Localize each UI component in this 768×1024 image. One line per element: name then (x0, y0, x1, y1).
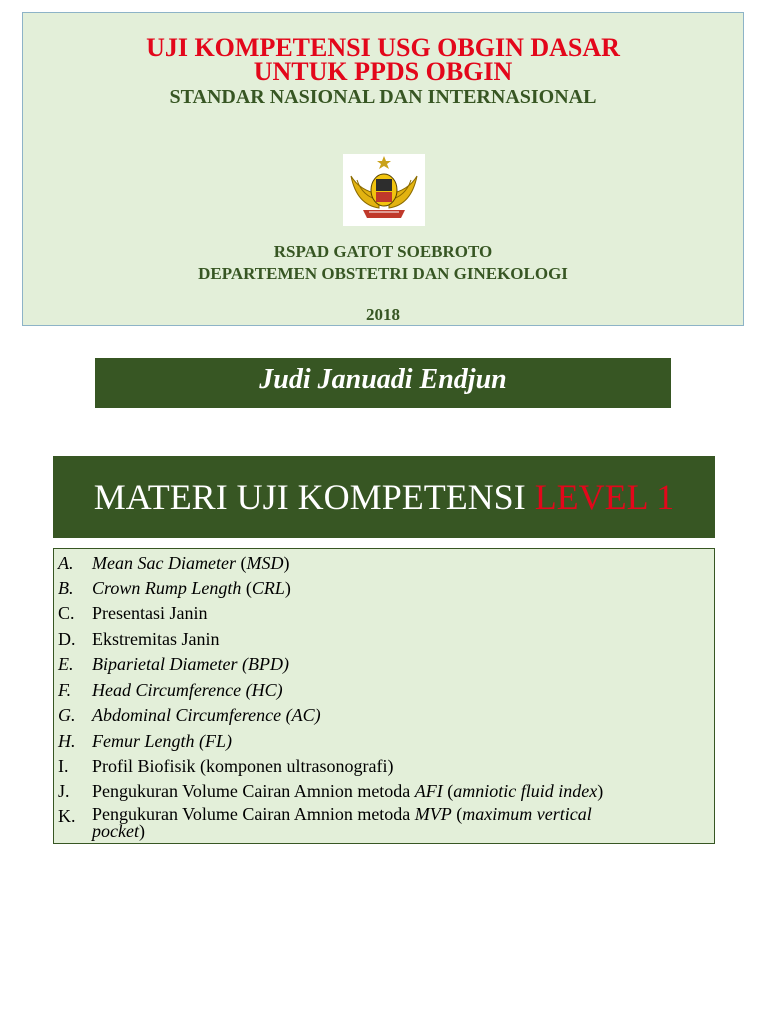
list-marker: E. (58, 654, 74, 674)
list-item-text: Profil Biofisik (komponen ultrasonografi) (92, 756, 394, 776)
title-panel (22, 12, 744, 326)
list-item-text: ( (442, 781, 454, 801)
list-item-text: Femur Length (FL) (92, 731, 232, 751)
list-item-text: Pengukuran Volume Cairan Amnion metoda (92, 804, 415, 824)
list-item-text: Crown Rump Length (92, 578, 242, 598)
list-item-content (92, 603, 207, 623)
title-line-1: UJI KOMPETENSI USG OBGIN DASAR (146, 33, 620, 62)
list-item-text: ( (451, 804, 463, 824)
list-item-text: ) (284, 578, 291, 598)
list-item-text: Biparietal Diameter (BPD) (92, 654, 289, 674)
list-marker: I. (58, 756, 69, 776)
list-item-text: AFI (414, 781, 443, 801)
list-item-text: ) (597, 781, 604, 801)
list-item-content (92, 756, 393, 776)
list-item-text: amniotic fluid index (453, 781, 598, 801)
list-item-text: ) (138, 821, 145, 841)
title-line-2: UNTUK PPDS OBGIN (253, 57, 513, 86)
list-item-text: pocket (92, 821, 139, 841)
list-item-text: Head Circumference (HC) (92, 680, 283, 700)
list-item-text: Presentasi Janin (92, 603, 208, 623)
list-item-content (92, 680, 283, 700)
list-marker: A. (58, 553, 74, 573)
list-item-text: MSD (246, 553, 284, 573)
list-item-text: CRL (251, 578, 285, 598)
list-item-content (92, 654, 289, 674)
list-marker: F. (58, 680, 72, 700)
list-marker: J. (58, 781, 70, 801)
list-item-text: ( (241, 578, 252, 598)
material-list (53, 548, 715, 844)
list-item-text: ( (235, 553, 247, 573)
department-name: DEPARTEMEN OBSTETRI DAN GINEKOLOGI (198, 264, 568, 283)
list-item-text: Mean Sac Diameter (92, 553, 236, 573)
list-item-content (92, 705, 321, 725)
level-label: LEVEL 1 (534, 477, 675, 517)
list-item-text: ) (283, 553, 290, 573)
list-item-text: Ekstremitas Janin (92, 629, 220, 649)
section-title: MATERI UJI KOMPETENSI (93, 477, 535, 517)
list-item-content (92, 578, 291, 598)
section-header (53, 456, 715, 538)
subtitle: STANDAR NASIONAL DAN INTERNASIONAL (169, 86, 597, 108)
list-item-content (92, 806, 592, 840)
list-marker: B. (58, 578, 74, 598)
list-marker: H. (58, 731, 76, 751)
list-marker: C. (58, 603, 75, 623)
list-item-content (92, 731, 232, 751)
list-marker: D. (58, 629, 76, 649)
year: 2018 (366, 305, 400, 324)
institution-name: RSPAD GATOT SOEBROTO (273, 242, 493, 261)
list-item-text: Abdominal Circumference (AC) (92, 705, 321, 725)
list-item-content (92, 629, 219, 649)
list-item-content (92, 553, 289, 573)
list-item-text: MVP (414, 804, 452, 824)
list-marker: K. (58, 806, 76, 826)
list-item-text: Pengukuran Volume Cairan Amnion metoda (92, 781, 415, 801)
list-item-text: maximum vertical (462, 804, 592, 824)
military-emblem-icon (343, 154, 425, 226)
list-marker: G. (58, 705, 76, 725)
list-item-content (92, 781, 603, 801)
author-banner: Judi Januadi Endjun (95, 358, 671, 408)
